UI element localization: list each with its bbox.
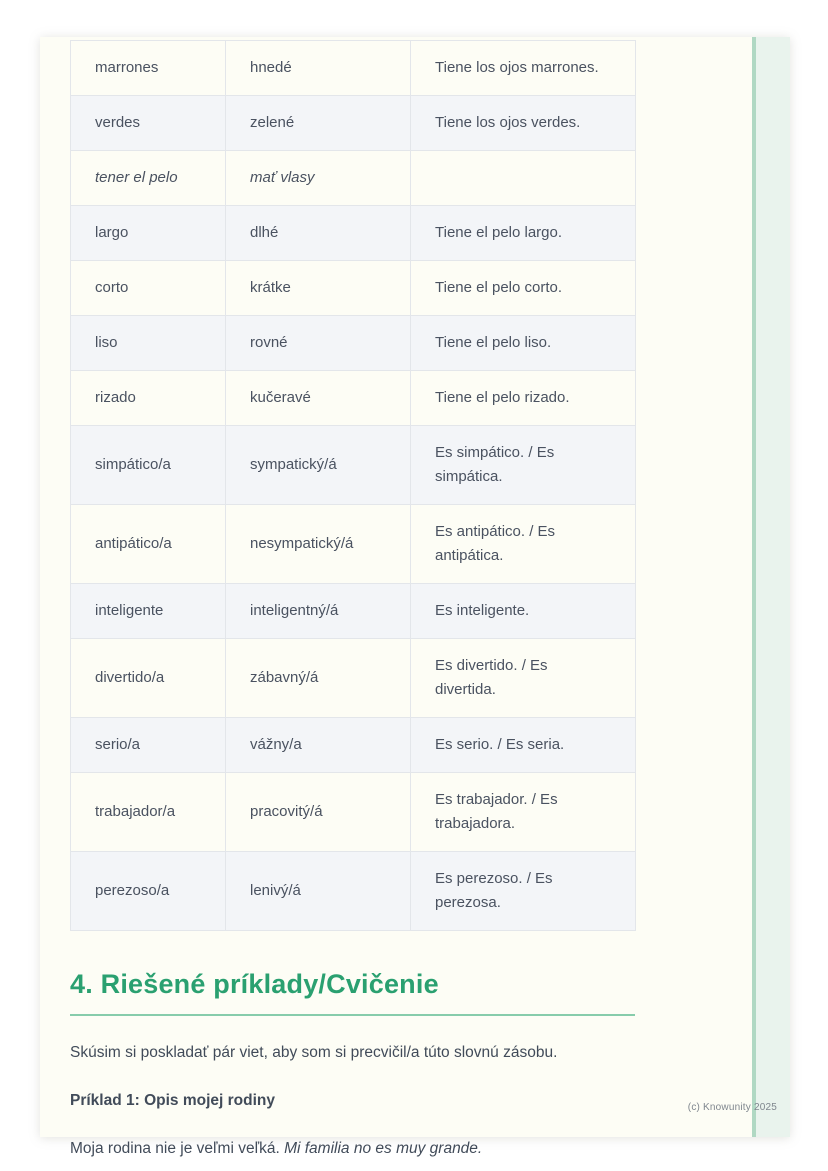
- cell-example: Tiene el pelo liso.: [411, 316, 636, 371]
- table-row: [71, 371, 636, 426]
- example-sentence-slovak: Moja rodina nie je veľmi veľká.: [70, 1140, 285, 1157]
- table-row: [71, 773, 636, 852]
- table-row: [71, 151, 636, 206]
- table-row: [71, 206, 636, 261]
- example-label: Príklad 1: Opis mojej rodiny: [70, 1092, 275, 1109]
- cell-example: Es perezoso. / Es perezosa.: [411, 852, 636, 931]
- page-content: [70, 40, 750, 1160]
- cell-spanish: perezoso/a: [71, 852, 226, 931]
- cell-slovak: inteligentný/á: [226, 584, 411, 639]
- cell-example: Tiene los ojos marrones.: [411, 41, 636, 96]
- page-margin-stripe: [752, 37, 790, 1137]
- table-row: [71, 316, 636, 371]
- cell-example: Es serio. / Es seria.: [411, 718, 636, 773]
- table-row: [71, 852, 636, 931]
- example-sentence-spanish: Mi familia no es muy grande.: [284, 1140, 483, 1157]
- cell-slovak: zelené: [226, 96, 411, 151]
- table-row: [71, 426, 636, 505]
- cell-slovak: kučeravé: [226, 371, 411, 426]
- cell-slovak: hnedé: [226, 41, 411, 96]
- cell-spanish: antipático/a: [71, 505, 226, 584]
- cell-slovak: dlhé: [226, 206, 411, 261]
- cell-spanish: corto: [71, 261, 226, 316]
- cell-spanish: divertido/a: [71, 639, 226, 718]
- cell-example: Es divertido. / Es divertida.: [411, 639, 636, 718]
- cell-slovak: pracovitý/á: [226, 773, 411, 852]
- document-page: [40, 37, 790, 1157]
- cell-example: Tiene los ojos verdes.: [411, 96, 636, 151]
- table-row: [71, 96, 636, 151]
- table-row: [71, 639, 636, 718]
- cell-spanish: trabajador/a: [71, 773, 226, 852]
- cell-spanish: verdes: [71, 96, 226, 151]
- table-row: [71, 261, 636, 316]
- vocabulary-table: [70, 40, 636, 931]
- table-row: [71, 718, 636, 773]
- cell-spanish: liso: [71, 316, 226, 371]
- table-row: [71, 584, 636, 639]
- vocabulary-table-body: [71, 41, 636, 931]
- cell-slovak: mať vlasy: [226, 151, 411, 206]
- cell-spanish: tener el pelo: [71, 151, 226, 206]
- cell-example: Es inteligente.: [411, 584, 636, 639]
- cell-example: Tiene el pelo rizado.: [411, 371, 636, 426]
- example-sentence: [70, 1138, 730, 1160]
- cell-slovak: rovné: [226, 316, 411, 371]
- cell-slovak: krátke: [226, 261, 411, 316]
- copyright-footer: (c) Knowunity 2025: [687, 1102, 777, 1113]
- cell-spanish: largo: [71, 206, 226, 261]
- cell-example: [411, 151, 636, 206]
- cell-example: Es antipático. / Es antipática.: [411, 505, 636, 584]
- cell-slovak: nesympatický/á: [226, 505, 411, 584]
- table-row: [71, 505, 636, 584]
- cell-slovak: vážny/a: [226, 718, 411, 773]
- section-intro-paragraph: Skúsim si poskladať pár viet, aby som si precvičil/a túto slovnú zásobu.: [70, 1044, 558, 1061]
- cell-slovak: sympatický/á: [226, 426, 411, 505]
- cell-example: Es trabajador. / Es trabajadora.: [411, 773, 636, 852]
- cell-example: Tiene el pelo largo.: [411, 206, 636, 261]
- table-row: [71, 41, 636, 96]
- section-heading: 4. Riešené príklady/Cvičenie: [70, 969, 635, 1016]
- cell-spanish: marrones: [71, 41, 226, 96]
- cell-spanish: simpático/a: [71, 426, 226, 505]
- cell-slovak: lenivý/á: [226, 852, 411, 931]
- cell-slovak: zábavný/á: [226, 639, 411, 718]
- cell-spanish: inteligente: [71, 584, 226, 639]
- cell-example: Tiene el pelo corto.: [411, 261, 636, 316]
- cell-spanish: serio/a: [71, 718, 226, 773]
- cell-spanish: rizado: [71, 371, 226, 426]
- cell-example: Es simpático. / Es simpática.: [411, 426, 636, 505]
